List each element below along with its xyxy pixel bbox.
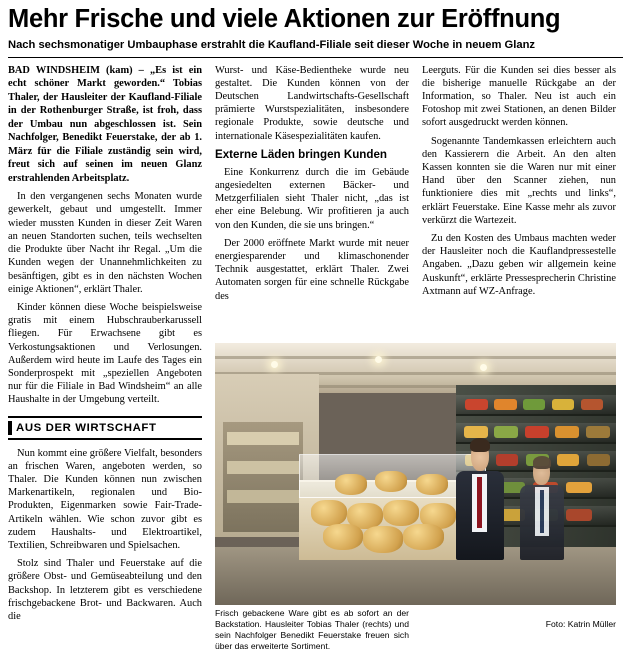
photo-produce-item [523,399,545,410]
photo-person-tie [540,490,544,533]
photo-shelf-line [227,461,299,474]
header-divider [8,57,623,58]
photo-produce-item [581,399,603,410]
subheadline: Nach sechsmonatiger Umbauphase erstrahlt die Kaufland-Filiale seit dieser Woche in neuem Glanz [8,38,535,51]
dateline: BAD WINDSHEIM (kam) [8,64,133,76]
photo-shelf-row [456,395,616,416]
photo-person-hair [470,438,490,452]
column-3 [422,64,616,303]
photo-bread-item [335,474,367,495]
paragraph: Zu den Kosten des Umbaus machten weder der Hausleiter noch die Kauflandpressestelle Angaben. „Dazu geben wir allgemein keine Auskunft“, erklärte Pressesprecherin Christine Axtmann auf WZ-Anfrage. [422,233,616,297]
photo-person-hair [533,456,552,468]
photo-produce-item [465,399,487,410]
paragraph: Sogenannte Tandemkassen erleichtern auch den Kassierern die Arbeit. An den alten Kassen konnten sie die Waren nur mit einer Hand über den Scanner ziehen, nun funktioniere dies mit „rechts und links“, erklärt Feuerstake. Eine Kasse mehr als zuvor verkürzt die Wartezeit. [422,135,616,226]
paragraph: Stolz sind Thaler und Feuerstake auf die größere Obst- und Gemüseabteilung und den Backshop. In letzterem gibt es verschiedene frischgebackene Brot- und Backwaren. Auch die [8,558,202,622]
photo-bread-item [383,500,419,526]
photo-produce-item [566,482,592,494]
photo-shelf-line [227,432,299,445]
photo-produce-item [464,426,488,438]
paragraph: Wurst- und Käse-Bedientheke wurde neu gestaltet. Die Kunden können von der Deutschen Landwirtschafts-Gesellschaft prämierte Wurstspezialitäten, insbesondere regionale Produkte, sowie deutsche und internationale Käsespezialitäten kaufen. [215,64,409,142]
paragraph: Der 2000 eröffnete Markt wurde mit neuer energiesparender und klimaschonender Technik ausgestattet, erklärt Thaler. Zwei Automaten sorgen für eine schnelle Rückgabe des [215,237,409,302]
photo-shelf-line [227,490,299,503]
photo-produce-item [586,426,610,438]
photo-produce-item [494,426,518,438]
photo-bread-item [375,471,407,492]
paragraph: Nun kommt eine größere Vielfalt, besonders an frischen Waren, angeboten werden, so Thaler. Die Kunden können nun zwischen Markenartikeln, regionalen und Bio-Produkten, Eigenmarken sowie Fair-Trade-Artikeln wählen. Wie schon zuvor gibt es zudem Haushalts- und Elektroartikel, Textilien, Schreibwaren und Spielsachen. [8,447,202,551]
photo-bread-item [403,524,443,550]
photo-person-feuerstake [520,458,564,560]
paragraph: Leerguts. Für die Kunden sei dies besser als die bisherige manuelle Rückgabe an der Information, so Thaler. Neu ist auch ein Fotoshop mit zwei Stationen, an denen Bilder sofort ausgedruckt werden können. [422,64,616,129]
column-1 [8,64,202,629]
article-photo [215,343,616,605]
photo-bread-item [363,526,403,552]
photo-person-thaler [456,440,504,561]
photo-produce-item [552,399,574,410]
photo-bread-item [323,524,363,550]
photo-credit: Foto: Katrin Müller [545,618,616,629]
section-label: AUS DER WIRTSCHAFT [8,416,202,440]
column-2 [215,64,409,308]
photo-bread-item [416,474,448,495]
page-title: Mehr Frische und viele Aktionen zur Eröffnung [8,5,561,33]
paragraph: In den vergangenen sechs Monaten wurde gewerkelt, gebaut und umgestellt. Immer wieder mussten Kunden in dieser Zeit Waren an neuen Standorten suchen, teils wechselten die Produkte über Nacht ihr Regal. „Um die Kunden wegen der Unannehmlichkeiten zu besänftigen, gibt es in den nächsten Wochen einige Aktionen“, erklärt Thaler. [8,191,202,295]
photo-produce-item [494,399,516,410]
photo-produce-item [587,454,609,466]
photo-bread-item [311,500,347,526]
crosshead-externe-laeden: Externe Läden bringen Kunden [215,147,387,161]
photo-person-tie [477,477,481,528]
photo-ceiling-beam [215,356,616,359]
photo-ceiling-lamp [480,364,487,371]
paragraph: Eine Konkurrenz durch die im Gebäude angesiedelten externen Bäcker- und Metzgerfilialen sieht Thaler nicht, „das ist eher eine Belebung. Wir profitieren ja auch von den Kunden, die sie uns bringen.“ [215,166,409,231]
photo-block [215,343,616,652]
photo-produce-item [566,509,592,521]
photo-caption: Frisch gebackene Ware gibt es ab sofort an der Backstation. Hausleiter Tobias Thaler (rechts) und sein Nachfolger Benedikt Feuerstake freuen sich über das erweiterte Sortiment. [215,608,409,651]
photo-produce-item [525,426,549,438]
photo-produce-item [555,426,579,438]
paragraph: Kinder können diese Woche beispielsweise gratis mit einem Hubschrauberkarussell fliegen. Für Erwachsene gibt es Verkostungsaktionen und Verlosungen. Außerdem wird heute im Laufe des Tages ein Sonderprospekt mit „speziellen Angeboten nur für die Filiale in Bad Windsheim“ an alle Haushalte in der Umgebung verteilt. [8,301,202,406]
photo-caption-block [215,605,616,652]
lead-paragraph [8,64,202,186]
lead-text: – „Es ist ein echt schöner Markt geworden.“ Tobias Thaler, der Hausleiter der Kaufland-Filiale in der Rothenburger Straße, ist froh, dass der Umbau nun abgeschlossen ist. Sein Nachfolger, Benedikt Feuerstake, der ab 1. März für die Filiale zuständig sein wird, freut sich auf seinen im neuen Glanz erstrahlenden Arbeitsplatz. [8,64,202,184]
